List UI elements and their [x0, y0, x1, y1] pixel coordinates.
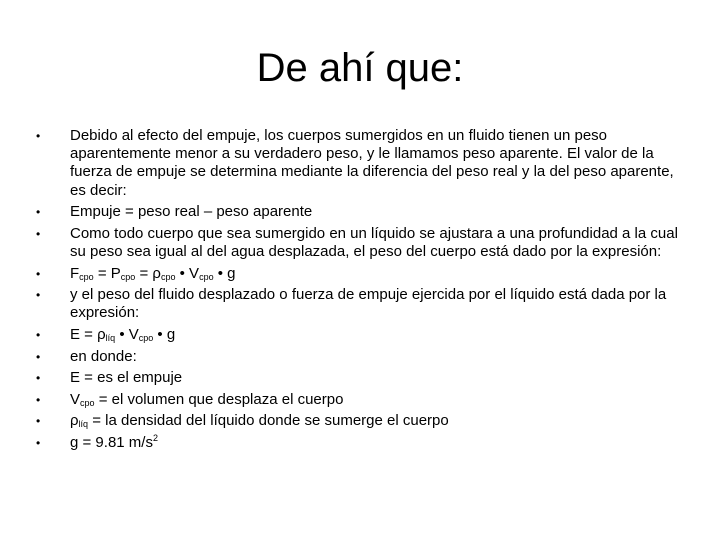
formula-text: E = ρ — [70, 325, 106, 343]
formula-subscript: cpo — [199, 271, 214, 282]
bullet-dot-icon: • — [36, 414, 41, 429]
formula-volumen — [70, 391, 684, 409]
bullet-dot-icon: • — [36, 266, 41, 281]
bullet-item-empuje-expresion — [36, 326, 684, 344]
bullet-item-en-donde — [36, 348, 684, 366]
formula-text: = la densidad del líquido donde se sumerge el cuerpo — [88, 412, 449, 430]
bullet-list — [36, 127, 684, 456]
formula-text: • V — [115, 325, 139, 343]
bullet-item-peso-fluido — [36, 286, 684, 322]
formula-text: V — [70, 390, 81, 408]
formula-text: = el volumen que desplaza el cuerpo — [94, 390, 344, 408]
formula-text: • g — [213, 264, 236, 282]
formula-text: ρ — [70, 412, 79, 430]
bullet-item-empuje-intro — [36, 127, 684, 200]
bullet-dot-icon: • — [36, 371, 41, 386]
bullet-dot-icon: • — [36, 392, 41, 407]
formula-text: = ρ — [135, 264, 161, 282]
bullet-dot-icon: • — [36, 129, 41, 143]
bullet-text: y el peso del fluido desplazado o fuerza de empuje ejercida por el líquido está dada por la expresión: — [70, 286, 667, 322]
bullet-text: Como todo cuerpo que sea sumergido en un líquido se ajustara a una profundidad a la cual su peso sea igual al del agua desplazada, el peso del cuerpo está dado por la expresión: — [70, 224, 678, 260]
bullet-item-peso-cuerpo-formula — [36, 265, 684, 283]
bullet-item-empuje-formula — [36, 203, 684, 221]
formula-superscript: 2 — [152, 432, 158, 443]
bullet-item-def-densidad — [36, 412, 684, 430]
bullet-text: Debido al efecto del empuje, los cuerpos sumergidos en un fluido tienen un peso aparentemente menor a su verdadero peso, y le llamamos peso aparente. El valor de la fuerza de empuje se determina mediante la diferencia del peso real y la del peso aparente, es decir: — [70, 127, 674, 199]
bullet-item-def-volumen — [36, 391, 684, 409]
slide-title: De ahí que: — [256, 46, 464, 90]
formula-densidad — [70, 412, 684, 430]
bullet-dot-icon: • — [36, 349, 41, 364]
bullet-dot-icon: • — [36, 435, 41, 450]
bullet-item-def-empuje — [36, 369, 684, 387]
formula-subscript: líq — [105, 332, 116, 343]
bullet-text: Empuje = peso real – peso aparente — [70, 203, 313, 221]
formula-empuje — [70, 326, 684, 344]
bullet-dot-icon: • — [36, 205, 41, 220]
bullet-text: en donde: — [70, 347, 137, 365]
formula-subscript: cpo — [79, 271, 94, 282]
formula-text: g = 9.81 m/s — [70, 433, 153, 451]
formula-subscript: cpo — [80, 397, 95, 408]
formula-gravedad — [70, 434, 684, 452]
formula-text: • g — [153, 325, 176, 343]
bullet-text: E = es el empuje — [70, 369, 183, 387]
formula-peso-cuerpo — [70, 265, 684, 283]
formula-subscript: líq — [78, 419, 89, 430]
formula-text: • V — [175, 264, 200, 282]
formula-text: F — [70, 264, 80, 282]
bullet-item-cuerpo-sumergido — [36, 225, 684, 261]
bullet-dot-icon: • — [36, 327, 41, 342]
formula-text: = P — [93, 264, 121, 282]
formula-subscript: cpo — [160, 271, 176, 282]
bullet-dot-icon: • — [36, 288, 41, 303]
bullet-item-def-gravedad — [36, 434, 684, 452]
formula-subscript: cpo — [138, 332, 154, 343]
formula-subscript: cpo — [120, 271, 136, 282]
bullet-dot-icon: • — [36, 226, 41, 241]
